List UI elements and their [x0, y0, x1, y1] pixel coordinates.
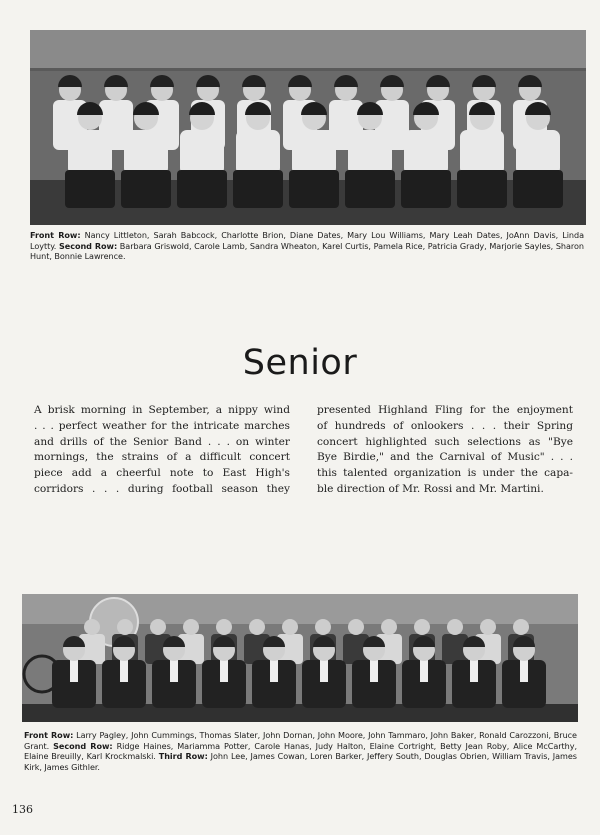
person-figure [513, 619, 529, 635]
body-line: ble direction of Mr. Rossi and Mr. Martini. [317, 482, 544, 495]
person-figure [348, 130, 392, 175]
person-figure [348, 619, 364, 635]
caption-row-names: Ridge Haines, Mariamma Potter, Carole Hanas, Judy Halton, Elaine Cortright, Betty Jean Roby, Alice McCarthy, Elaine Breuilly, Karl Krockmalski. [24, 740, 577, 762]
photo-boys-band [22, 594, 578, 722]
person-figure [220, 660, 228, 682]
body-line: piece add a cheerful note to East High's [34, 467, 290, 480]
person-figure [404, 130, 448, 175]
person-figure [315, 619, 331, 635]
person-figure [170, 660, 178, 682]
caption-row-names: Barbara Griswold, Carole Lamb, Sandra Wheaton, Karel Curtis, Pamela Rice, Patricia Grady, Marjorie Sayles, Sharon Hunt, Bonnie Lawrence. [30, 240, 585, 262]
body-line: and drills of the Senior Band . . . on winter [34, 435, 290, 448]
caption-row-names: Nancy Littleton, Sarah Babcock, Charlotte Brion, Diane Dates, Mary Lou Williams, Mary Leah Dates, JoAnn Davis, Linda Loytty. [30, 230, 584, 251]
person-figure [236, 130, 280, 175]
body-line: . . . perfect weather for the intricate marches [34, 419, 290, 432]
body-line: presented Highland Fling for the enjoyment [317, 404, 573, 416]
person-figure [216, 619, 232, 635]
body-line: concert highlighted such selections as "Bye [317, 435, 573, 448]
person-figure [233, 170, 283, 208]
person-figure [414, 619, 430, 635]
person-figure [65, 170, 115, 208]
person-figure [520, 660, 528, 682]
person-figure [84, 619, 100, 635]
person-figure [420, 660, 428, 682]
body-line: corridors . . . during football season they [34, 482, 290, 495]
body-line: of hundreds of onlookers . . . their Spring [317, 419, 573, 432]
body-line: A brisk morning in September, a nippy wind [34, 404, 290, 416]
person-figure [70, 660, 78, 682]
person-figure [457, 170, 507, 208]
person-figure [516, 130, 560, 175]
person-figure [124, 130, 168, 175]
person-figure [150, 619, 166, 635]
caption-row-label: Third Row: [158, 751, 208, 762]
person-figure [320, 660, 328, 682]
person-figure [282, 619, 298, 635]
photo-caption-top [30, 230, 584, 262]
caption-row-names: Larry Pagley, John Cummings, Thomas Slater, John Dornan, John Moore, John Tammaro, John Baker, Ronald Carozzoni, Bruce Grant. [24, 730, 577, 751]
person-figure [370, 660, 378, 682]
body-text-left-column [34, 403, 290, 498]
person-figure [68, 130, 112, 175]
person-figure [183, 619, 199, 635]
caption-row-label: Front Row: [24, 730, 74, 740]
person-figure [345, 170, 395, 208]
person-figure [460, 130, 504, 175]
person-figure [381, 619, 397, 635]
girls-band-group-photo [30, 30, 586, 225]
caption-row-label: Front Row: [30, 230, 81, 240]
person-figure [117, 619, 133, 635]
person-figure [513, 170, 563, 208]
person-figure [401, 170, 451, 208]
body-line: Bye Birdie," and the Carnival of Music" . . . [317, 451, 573, 464]
photo-caption-bottom [24, 730, 577, 772]
photo-girls-band [30, 30, 586, 225]
person-figure [249, 619, 265, 635]
person-figure [120, 660, 128, 682]
senior-band-group-photo [22, 594, 578, 722]
page-number: 136 [12, 803, 33, 816]
body-line: mornings, the strains of a difficult concert [34, 451, 290, 464]
person-figure [447, 619, 463, 635]
person-figure [180, 130, 224, 175]
caption-row-label: Second Row: [58, 240, 118, 251]
person-figure [292, 130, 336, 175]
body-line: this talented organization is under the capa- [317, 467, 573, 480]
person-figure [289, 170, 339, 208]
person-figure [480, 619, 496, 635]
caption-row-names: John Lee, James Cowan, Loren Barker, Jeffery South, Douglas Obrien, William Travis, James Kirk, James Githler. [24, 751, 577, 772]
person-figure [177, 170, 227, 208]
caption-row-label: Second Row: [53, 740, 113, 751]
person-figure [470, 660, 478, 682]
body-text-right-column [317, 403, 573, 498]
section-heading: Senior [242, 343, 358, 383]
person-figure [270, 660, 278, 682]
person-figure [121, 170, 171, 208]
